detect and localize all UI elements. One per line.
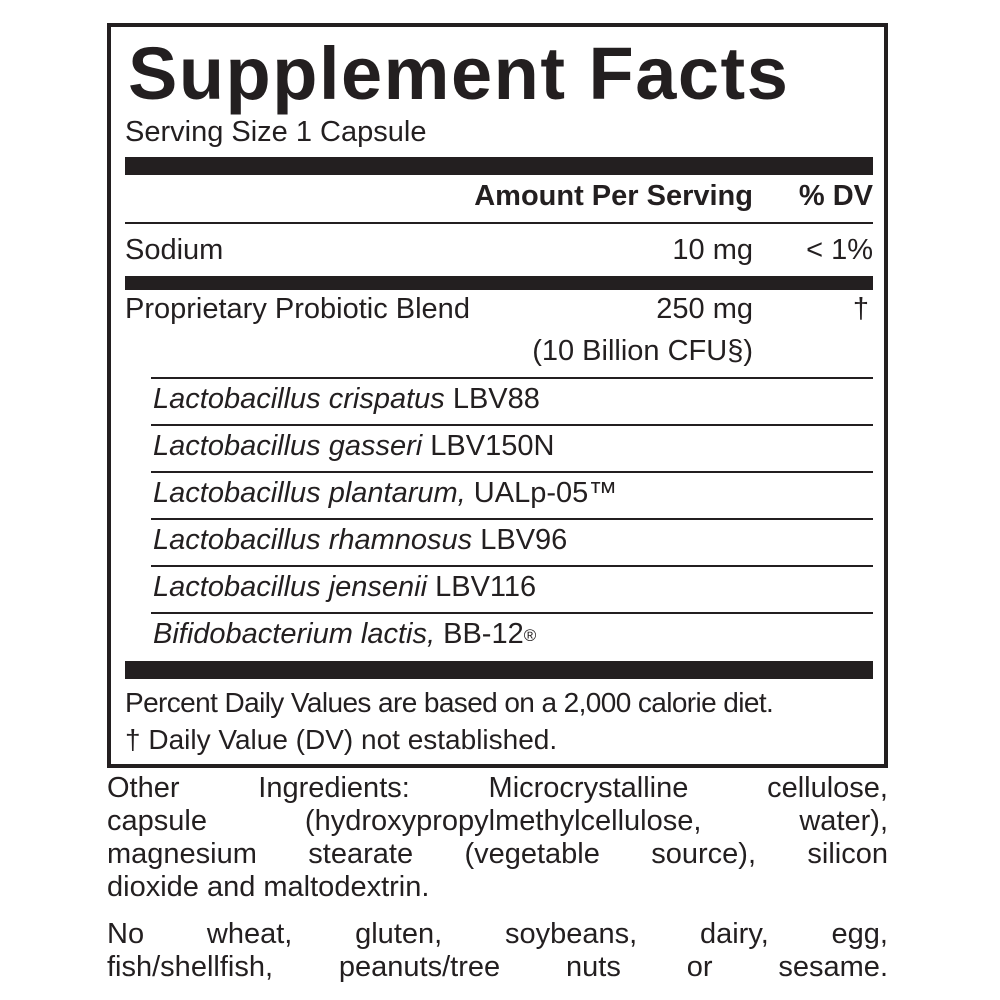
ingredient-row bbox=[153, 382, 540, 416]
allergen-statement-line: fish/shellfish, peanuts/tree nuts or sesame. bbox=[107, 951, 888, 983]
thick-divider bbox=[125, 661, 873, 679]
divider bbox=[125, 222, 873, 224]
ingredient-species: Lactobacillus gasseri bbox=[153, 430, 423, 462]
ingredient-row bbox=[153, 617, 536, 651]
supplement-facts-panel bbox=[107, 23, 888, 768]
ingredient-row bbox=[153, 429, 554, 463]
sodium-amount: 10 mg bbox=[672, 234, 753, 266]
divider bbox=[151, 612, 873, 614]
blend-label: Proprietary Probiotic Blend bbox=[125, 293, 470, 325]
dv-not-established-footnote: † Daily Value (DV) not established. bbox=[125, 724, 558, 755]
ingredient-species: Lactobacillus crispatus bbox=[153, 383, 445, 415]
ingredient-row bbox=[153, 476, 617, 510]
amount-per-serving-header: Amount Per Serving bbox=[474, 180, 753, 212]
allergen-statement-line: No wheat, gluten, soybeans, dairy, egg, bbox=[107, 918, 888, 950]
blend-dv: † bbox=[852, 293, 869, 325]
ingredient-strain: UALp-05™ bbox=[465, 477, 618, 509]
daily-values-footnote: Percent Daily Values are based on a 2,000 calorie diet. bbox=[125, 687, 774, 718]
ingredient-species: Lactobacillus rhamnosus bbox=[153, 524, 473, 556]
ingredient-row bbox=[153, 570, 536, 604]
registered-mark: ® bbox=[523, 626, 537, 645]
ingredient-strain: BB-12 bbox=[435, 618, 524, 650]
ingredient-species: Bifidobacterium lactis, bbox=[153, 618, 436, 650]
divider bbox=[151, 565, 873, 567]
dv-header: % DV bbox=[798, 180, 873, 212]
ingredient-species: Lactobacillus jensenii bbox=[153, 571, 428, 603]
sodium-label: Sodium bbox=[125, 234, 224, 266]
divider bbox=[151, 518, 873, 520]
ingredient-row bbox=[153, 523, 567, 557]
panel-title: Supplement Facts bbox=[128, 32, 790, 115]
ingredient-strain: LBV116 bbox=[427, 571, 537, 603]
divider bbox=[151, 471, 873, 473]
ingredient-strain: LBV96 bbox=[472, 524, 568, 556]
other-ingredients-line: Other Ingredients: Microcrystalline cellulose, bbox=[107, 772, 888, 804]
divider bbox=[151, 424, 873, 426]
ingredient-strain: LBV88 bbox=[444, 383, 540, 415]
thick-divider bbox=[125, 276, 873, 290]
ingredient-species: Lactobacillus plantarum, bbox=[153, 477, 466, 509]
sodium-dv: < 1% bbox=[806, 234, 873, 266]
ingredient-strain: LBV150N bbox=[422, 430, 555, 462]
blend-amount: 250 mg bbox=[656, 293, 753, 325]
serving-size: Serving Size 1 Capsule bbox=[125, 116, 427, 148]
divider bbox=[151, 377, 873, 379]
other-ingredients-line: capsule (hydroxypropylmethylcellulose, water), bbox=[107, 805, 888, 837]
thick-divider bbox=[125, 157, 873, 175]
other-ingredients-line: dioxide and maltodextrin. bbox=[107, 871, 430, 903]
other-ingredients-line: magnesium stearate (vegetable source), silicon bbox=[107, 838, 888, 870]
blend-cfu: (10 Billion CFU§) bbox=[532, 335, 753, 367]
